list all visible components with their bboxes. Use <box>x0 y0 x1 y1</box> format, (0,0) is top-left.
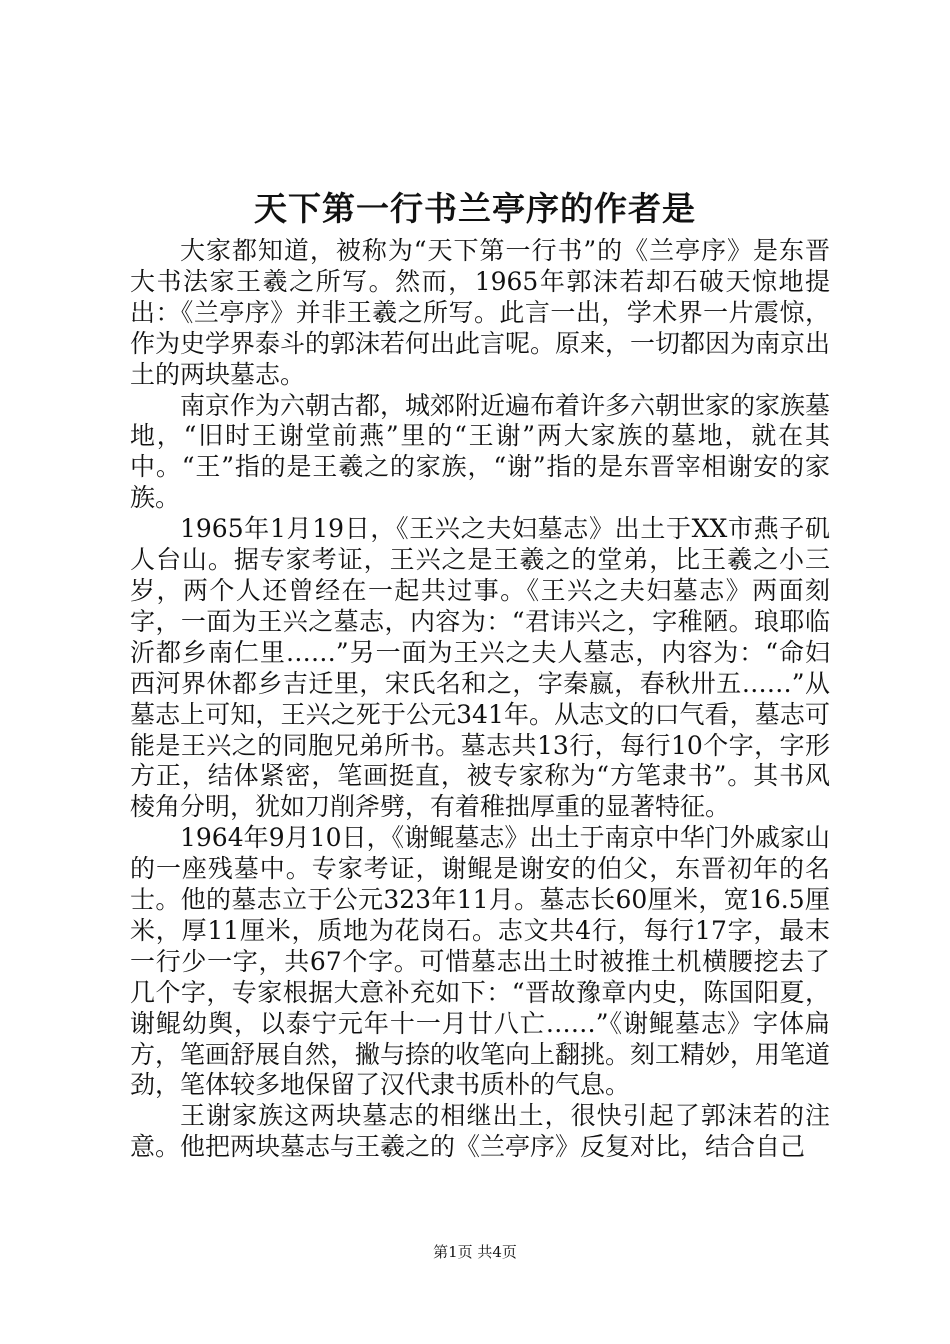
page-footer: 第1页 共4页 <box>433 1243 517 1261</box>
paragraph: 大家都知道，被称为“天下第一行书”的《兰亭序》是东晋大书法家王羲之所写。然而，1965年郭沫若却石破天惊地提出：《兰亭序》并非王羲之所写。此言一出，学术界一片震惊，作为史学界泰斗的郭沫若何出此言呢。原来，一切都因为南京出土的两块墓志。 <box>130 236 831 389</box>
paragraph: 南京作为六朝古都，城郊附近遍布着许多六朝世家的家族墓地，“旧时王谢堂前燕”里的“王谢”两大家族的墓地，就在其中。“王”指的是王羲之的家族，“谢”指的是东晋宰相谢安的家族。 <box>130 390 831 513</box>
document-title: 天下第一行书兰亭序的作者是 <box>254 189 696 228</box>
document-body <box>130 236 830 1163</box>
paragraph: 1964年9月10日，《谢鲲墓志》出土于南京中华门外戚家山的一座残墓中。专家考证，谢鲲是谢安的伯父，东晋初年的名士。他的墓志立于公元323年11月。墓志长60厘米，宽16.5厘米，厚11厘米，质地为花岗石。志文共4行，每行17字，最末一行少一字，共67个字。可惜墓志出土时被推土机横腰挖去了几个字，专家根据大意补充如下：“晋故豫章内史，陈国阳夏，谢鲲幼舆，以泰宁元年十一月廿八亡……”《谢鲲墓志》字体扁方，笔画舒展自然，撇与捺的收笔向上翻挑。刻工精妙，用笔道劲，笔体较多地保留了汉代隶书质朴的气息。 <box>130 823 831 1100</box>
paragraph: 王谢家族这两块墓志的相继出土，很快引起了郭沫若的注意。他把两块墓志与王羲之的《兰亭序》反复对比，结合自己 <box>130 1101 830 1162</box>
paragraph: 1965年1月19日，《王兴之夫妇墓志》出土于XX市燕子矶人台山。据专家考证，王兴之是王羲之的堂弟，比王羲之小三岁，两个人还曾经在一起共过事。《王兴之夫妇墓志》两面刻字，一面为王兴之墓志，内容为：“君讳兴之，字稚陋。琅耶临沂都乡南仁里……”另一面为王兴之夫人墓志，内容为：“命妇西河界休都乡吉迁里，宋氏名和之，字秦嬴，春秋卅五……”从墓志上可知，王兴之死于公元341年。从志文的口气看，墓志可能是王兴之的同胞兄弟所书。墓志共13行，每行10个字，字形方正，结体紧密，笔画挺直，被专家称为“方笔隶书”。其书风棱角分明，犹如刀削斧劈，有着稚拙厚重的显著特征。 <box>130 514 830 822</box>
